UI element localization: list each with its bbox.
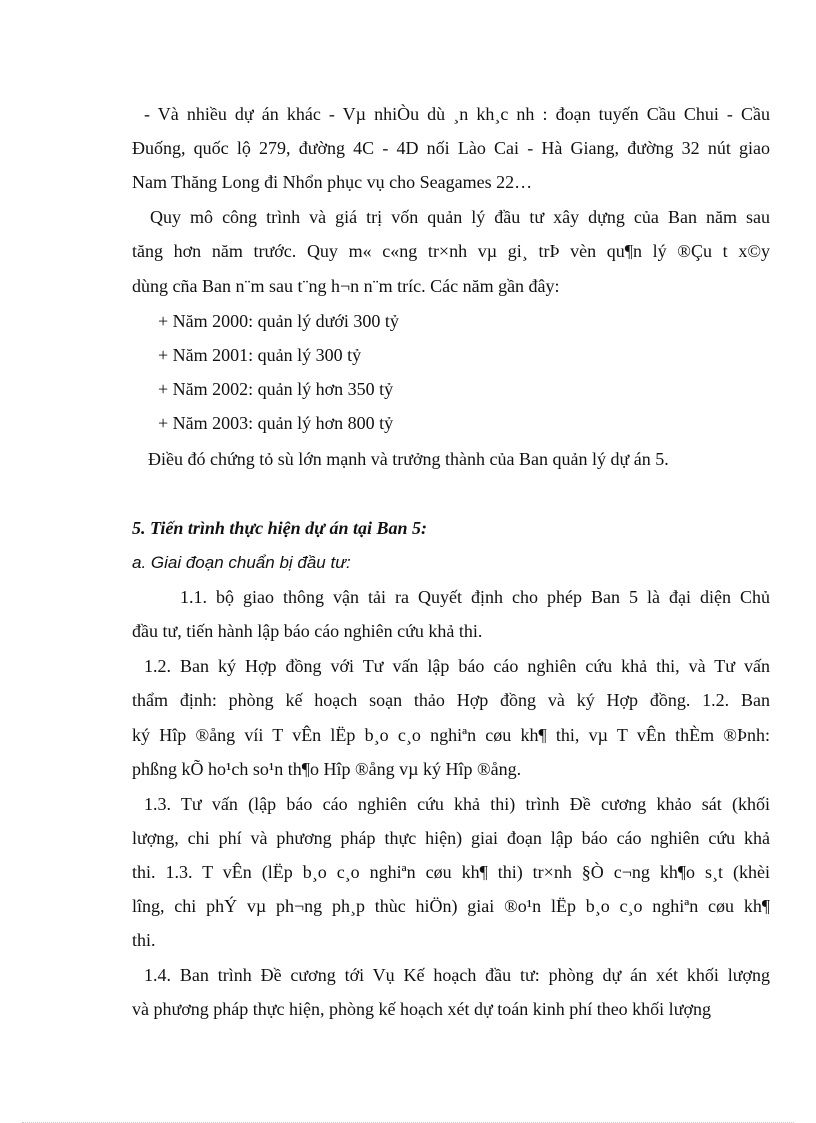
item-1-4-line-1: 1.4. Ban trình Đề cương tới Vụ Kế hoạch đầu tư: phòng dự án xét khối lượng bbox=[144, 965, 770, 985]
paragraph-scale-line-3: dùng cña Ban n¨m sau t¨ng h¬n n¨m tríc. Các năm gần đây: bbox=[132, 276, 560, 296]
item-1-3-line-1: 1.3. Tư vấn (lập báo cáo nghiên cứu khả thi) trình Đề cương khảo sát (khối bbox=[144, 794, 770, 814]
paragraph-scale-line-2: tăng hơn năm trước. Quy m« c«ng tr×nh vµ gi¸ trÞ vèn qu¶n lý ®Çu t x©y bbox=[132, 241, 770, 261]
item-1-3-line-2: lượng, chi phí và phương pháp thực hiện) giai đoạn lập báo cáo nghiên cứu khả bbox=[132, 828, 770, 848]
section-heading: 5. Tiến trình thực hiện dự án tại Ban 5: bbox=[132, 518, 427, 538]
item-1-2-line-3: ký Hîp ®ång víi T vÊn lËp b¸o c¸o nghiªn cøu kh¶ thi, vµ T vÊn thÈm ®Þnh: bbox=[132, 725, 770, 745]
item-1-3-line-3: thi. 1.3. T vÊn (lËp b¸o c¸o nghiªn cøu kh¶ thi) tr×nh §Ò c¬ng kh¶o s¸t (khèi bbox=[132, 862, 770, 882]
item-1-2-line-4: phßng kÕ ho¹ch so¹n th¶o Hîp ®ång vµ ký Hîp ®ång. bbox=[132, 759, 522, 779]
item-1-1-line-1: 1.1. bộ giao thông vận tải ra Quyết định cho phép Ban 5 là đại diện Chủ bbox=[180, 587, 770, 607]
conclusion-line: Điều đó chứng tỏ sù lớn mạnh và trưởng thành của Ban quản lý dự án 5. bbox=[148, 449, 669, 469]
paragraph-projects-line-2: Đuống, quốc lộ 279, đường 4C - 4D nối Lào Cai - Hà Giang, đường 32 nút giao bbox=[132, 138, 770, 158]
subsection-heading: a. Giai đoạn chuẩn bị đầu tư: bbox=[132, 553, 351, 572]
year-list-item: + Năm 2000: quản lý dưới 300 tỷ bbox=[158, 311, 399, 331]
paragraph-projects-line-1: - Và nhiều dự án khác - Vµ nhiÒu dù ¸n kh¸c nh : đoạn tuyến Cầu Chui - Cầu bbox=[144, 104, 770, 124]
item-1-2-line-2: thẩm định: phòng kế hoạch soạn thảo Hợp đồng và ký Hợp đồng. 1.2. Ban bbox=[132, 690, 770, 710]
item-1-1-line-2: đầu tư, tiến hành lập báo cáo nghiên cứu khả thi. bbox=[132, 621, 483, 641]
item-1-3-line-5: thi. bbox=[132, 930, 156, 950]
item-1-2-line-1: 1.2. Ban ký Hợp đồng với Tư vấn lập báo cáo nghiên cứu khả thi, và Tư vấn bbox=[144, 656, 770, 676]
year-list-item: + Năm 2002: quản lý hơn 350 tỷ bbox=[158, 379, 394, 399]
year-list-item: + Năm 2001: quản lý 300 tỷ bbox=[158, 345, 362, 365]
paragraph-projects-line-3: Nam Thăng Long đi Nhổn phục vụ cho Seagames 22… bbox=[132, 172, 533, 192]
item-1-4-line-2: và phương pháp thực hiện, phòng kế hoạch xét dự toán kinh phí theo khối lượng bbox=[132, 999, 711, 1019]
paragraph-scale-line-1: Quy mô công trình và giá trị vốn quản lý đầu tư xây dựng của Ban năm sau bbox=[150, 207, 770, 227]
item-1-3-line-4: lîng, chi phÝ vµ ph¬ng ph¸p thùc hiÖn) giai ®o¹n lËp b¸o c¸o nghiªn cøu kh¶ bbox=[132, 896, 770, 916]
year-list-item: + Năm 2003: quản lý hơn 800 tỷ bbox=[158, 413, 394, 433]
